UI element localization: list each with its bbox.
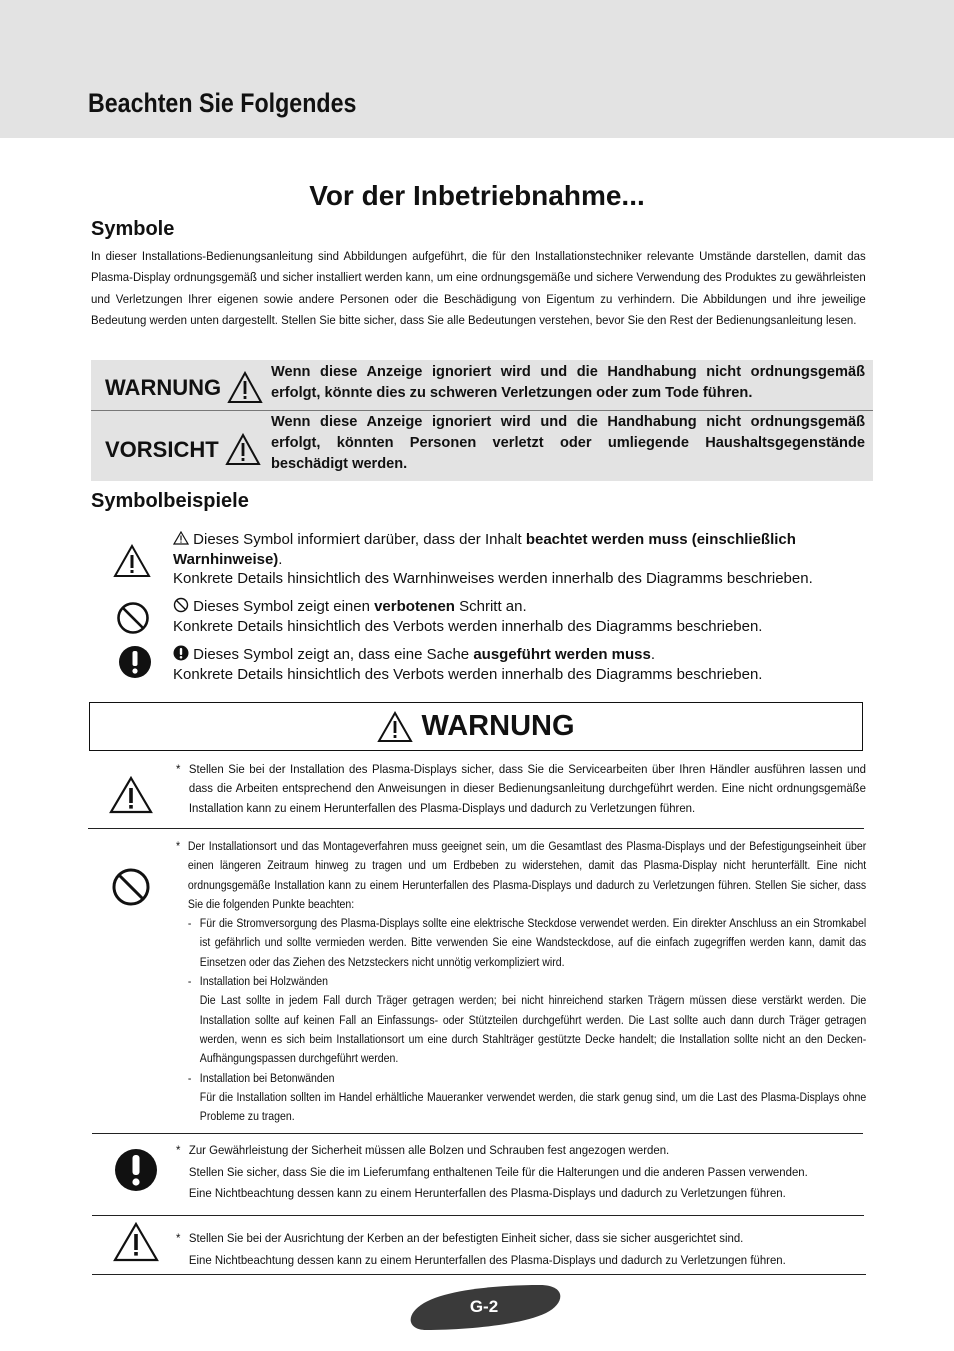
header-title: Beachten Sie Folgendes <box>88 88 357 118</box>
page-title: Vor der Inbetriebnahme... <box>309 180 645 211</box>
symbolbeispiele-heading: Symbolbeispiele <box>91 490 249 512</box>
warnung-row-3: * Zur Gewährleistung der Sicherheit müssen alle Bolzen und Schrauben fest angezogen werden. Stellen Sie sicher, dass Sie die im Lieferumfang enthaltenen Teile für die Halterungen und die anderen Passen verwenden. Eine Nichtbeachtung dessen kann zu einem Herunterfallen des Plasma-Displays und dadurch zu Verletzungen führen. <box>176 1143 808 1201</box>
warnung-row-2: * Der Installationsort und das Montageverfahren muss geeignet sein, um die Gesamtlast des Plasma-Displays und der Befestigungseinheit über einen längeren Zeitraum hinweg zu tragen und um Erdbeben zu widerstehen, damit das Plasma-Display nicht herunterfällt. Eine nicht ordnungsgemäße Installation kann zu einem Herunterfallen des Plasma-Displays und dadurch zu Verletzungen führen. Stellen Sie sicher, dass Sie die folgenden Punkte beachten: - Für die Stromversorgung des Plasma-Displays sollte eine elektrische Steckdose verwendet werden. Ein direkter Anschluss an ein Stromkabel ist gefährlich und sollte vermieden werden. Bitte verwenden Sie eine Wandsteckdose, auf die einfach zugegriffen werden kann, damit das Einsetzen oder das Ziehen des Netzsteckers nicht unnötig verkompliziert wird. - Installation bei Holzwänden Die Last sollte in jedem Fall durch Träger getragen werden; bei nicht hinreichend starken Trägern müssen diese verstärkt werden. Die Installation sollte auf keinen Fall an Einfassungs- oder Stützteilen durchgeführt werden. Die Last sollte auch dann durch Träger getragen werden, wenn es sich beim Installationsort um eine durch Stahlträger gestützte Decke handelt; die Installation sollte nicht an den Decken-Aufhängungspassen durchgeführt werden. - Installation bei Betonwänden Für die Installation sollten im Handel erhältliche Maueranker verwendet werden, die stark genug sind, um die Last des Plasma-Displays ohne Probleme zu tragen. <box>176 839 867 1124</box>
warning-triangle-icon <box>225 433 261 466</box>
row-divider <box>88 828 864 829</box>
warning-triangle-icon <box>113 1222 159 1262</box>
example-prohibited: Dieses Symbol zeigt einen verbotenen Schritt an. Konkrete Details hinsichtlich des Verbots werden innerhalb des Diagramms beschrieben. <box>173 598 763 635</box>
warnung-row-4: * Stellen Sie bei der Ausrichtung der Kerben an der befestigten Einheit sicher, dass sie sicher ausgerichtet sind. Eine Nichtbeachtung dessen kann zu einem Herunterfallen des Plasma-Displays und dadurch zu Verletzungen führen. <box>176 1231 786 1267</box>
vorsicht-signal-box <box>91 411 873 481</box>
warning-triangle-icon <box>109 776 153 814</box>
warning-triangle-icon <box>227 371 263 404</box>
warnung-signal-box <box>91 360 873 410</box>
row-divider <box>92 1274 866 1275</box>
symbole-intro: In dieser Installations-Bedienungsanleitung sind Abbildungen aufgeführt, die für den Installationstechniker relevante Umstände darstellen, damit das Plasma-Display ordnungsgemäß und sicher installiert werden kann, um eine ordnungsgemäße und sichere Verwendung des Produktes zu gewährleisten und Verletzungen Ihrer eigenen sowie andere Personen oder die Beschädigung von Eigentum zu verhindern. Die Abbildungen und ihre jeweilige Bedeutung werden unten dargestellt. Stellen Sie bitte sicher, dass Sie alle Bedeutungen verstehen, bevor Sie den Rest der Bedienungsanleitung lesen. <box>91 249 866 328</box>
vorsicht-description: Wenn diese Anzeige ignoriert wird und die Handhabung nicht ordnungsgemäß erfolgt, könnten Personen verletzt oder umliegende Haushaltsgegenstände beschädigt werden. <box>271 414 865 472</box>
mandatory-icon <box>114 1148 158 1192</box>
prohibited-icon <box>111 867 151 907</box>
warning-triangle-icon <box>173 531 189 545</box>
warnung-description: Wenn diese Anzeige ignoriert wird und die Handhabung nicht ordnungsgemäß erfolgt, könnte dies zu schweren Verletzungen oder zum Tode führen. <box>271 364 865 401</box>
vorsicht-label: VORSICHT <box>105 436 219 462</box>
page-number-badge <box>406 1283 562 1333</box>
row-divider <box>92 1215 864 1216</box>
warnung-section-header <box>89 702 863 751</box>
prohibited-icon <box>116 601 150 635</box>
warnung-label: WARNUNG <box>105 374 222 400</box>
example-mandatory: Dieses Symbol zeigt an, dass eine Sache ausgeführt werden muss. Konkrete Details hinsichtlich des Verbots werden innerhalb des Diagramms beschrieben. <box>173 646 763 683</box>
warning-triangle-icon <box>113 544 151 578</box>
mandatory-icon <box>173 645 189 661</box>
page-number: G-2 <box>469 1297 499 1316</box>
warning-triangle-icon <box>377 711 413 743</box>
example-warning: Dieses Symbol informiert darüber, dass der Inhalt beachtet werden muss (einschließlich Warnhinweise). Konkrete Details hinsichtlich des Warnhinweises werden innerhalb des Diagramms beschrieben. <box>173 531 813 587</box>
warnung-section-title: WARNUNG <box>421 710 575 742</box>
warnung-row-1: * Stellen Sie bei der Installation des Plasma-Displays sicher, dass Sie die Servicearbeiten über Ihren Händler ausführen lassen und dass die Arbeiten entsprechend den Anweisungen in dieser Bedienungsanleitung durchgeführt werden. Eine nicht ordnungsgemäße Installation kann zu einem Herunterfallen des Plasma-Displays und dadurch zu Verletzungen führen. <box>176 762 866 815</box>
symbole-heading: Symbole <box>91 218 175 240</box>
mandatory-icon <box>118 645 152 679</box>
prohibited-icon <box>173 597 189 613</box>
row-divider <box>92 1133 863 1134</box>
